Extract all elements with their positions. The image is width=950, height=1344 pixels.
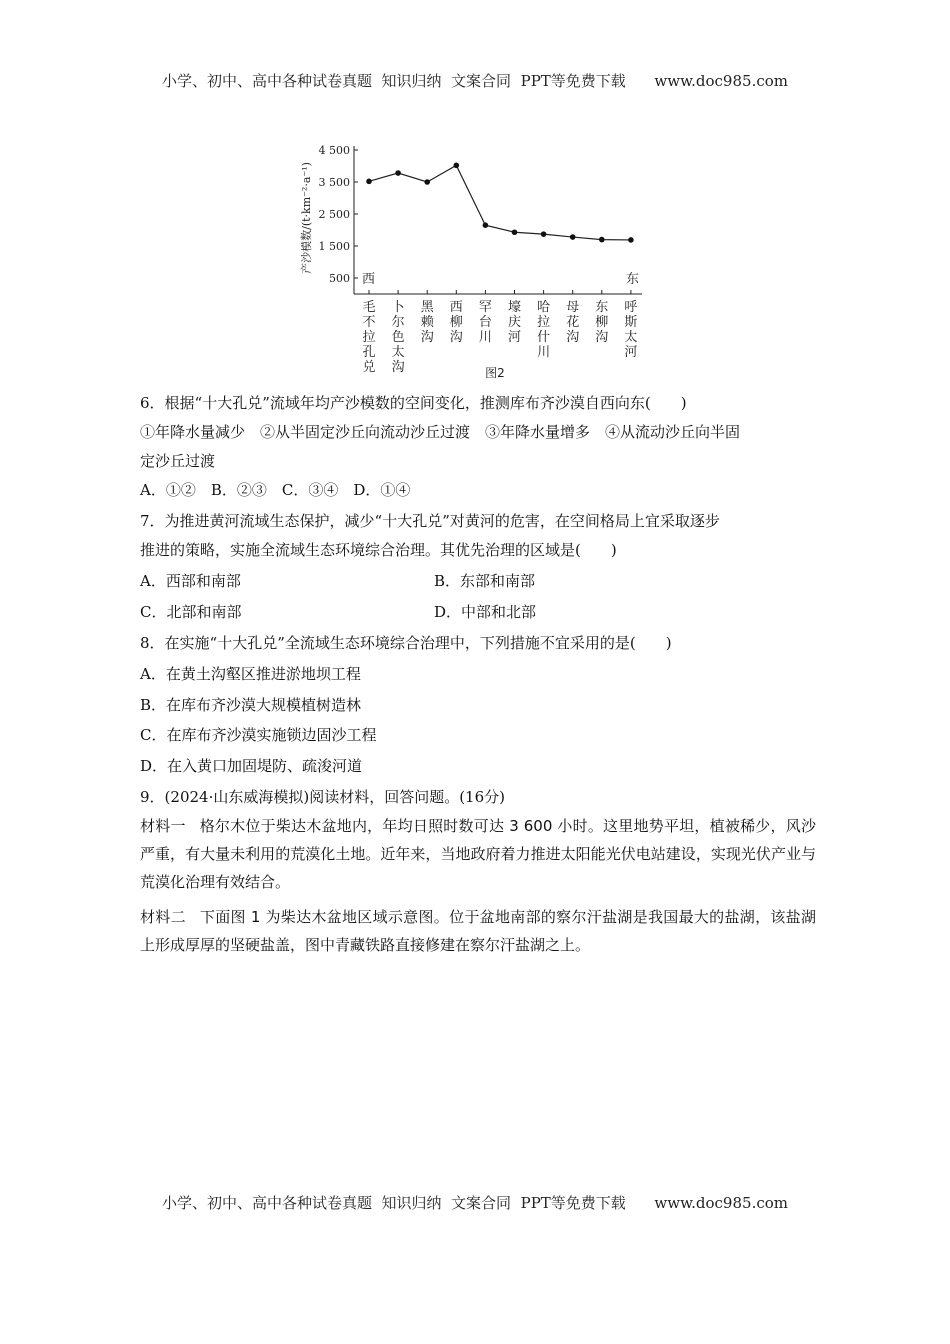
question-8-option-a: A．在黄土沟壑区推进淤地坝工程: [140, 665, 361, 683]
data-point: [570, 234, 576, 240]
page-footer: 小学、初中、高中各种试卷真题 知识归纳 文案合同 PPT等免费下载 www.doc985.com: [161, 1194, 788, 1212]
x-tick-label: 西柳沟: [449, 300, 463, 345]
question-9-stem: 9．(2024·山东威海模拟)阅读材料，回答问题。(16分): [140, 788, 505, 806]
x-tick-label: 毛不拉孔兑: [362, 300, 376, 375]
material-2-label: 材料二: [140, 908, 186, 926]
material-1-text: 格尔木位于柴达木盆地内，年均日照时数可达 3 600 小时。这里地势平坦，植被稀少，风沙严重，有大量未利用的荒漠化土地。近年来，当地政府着力推进太阳能光伏电站建设，实现光伏产业与荒漠化治理有效结合。: [140, 817, 816, 891]
question-7-stem-line1: 7．为推进黄河流域生态保护，减少“十大孔兑”对黄河的危害，在空间格局上宜采取逐步: [140, 512, 720, 530]
y-tick-label: 4 500: [318, 144, 350, 157]
y-tick-label: 3 500: [318, 176, 350, 189]
data-point: [424, 179, 430, 185]
question-7-option-b: B．东部和南部: [434, 572, 536, 590]
figure-caption: 图2: [485, 366, 505, 380]
data-point: [483, 222, 489, 228]
data-point: [395, 170, 401, 176]
question-7-option-a: A．西部和南部: [140, 572, 241, 590]
material-1: [140, 812, 816, 896]
x-tick-label: 东柳沟: [595, 300, 609, 345]
material-2: [140, 903, 816, 959]
y-axis-label: 产沙模数/(t·km⁻²·a⁻¹): [300, 162, 313, 274]
x-tick-label: 呼斯太河: [624, 300, 638, 360]
y-tick-label: 1 500: [318, 240, 350, 253]
data-point: [512, 229, 518, 235]
x-tick-label: 罕台川: [478, 300, 492, 345]
material-2-text: 下面图 1 为柴达木盆地区域示意图。位于盆地南部的察尔汗盐湖是我国最大的盐湖，该盐湖上形成厚厚的坚硬盐盖，图中青藏铁路直接修建在察尔汗盐湖之上。: [140, 908, 816, 954]
x-tick-label: 哈拉什川: [537, 300, 551, 360]
west-label: 西: [362, 272, 376, 287]
question-8-option-c: C．在库布齐沙漠实施锁边固沙工程: [140, 726, 377, 744]
question-8-option-d: D．在入黄口加固堤防、疏浚河道: [140, 757, 363, 775]
data-point: [599, 237, 605, 243]
x-tick-label: 黑赖沟: [420, 300, 434, 345]
y-tick-label: 2 500: [318, 208, 350, 221]
x-tick-label: 壕庆河: [507, 300, 522, 345]
page-header: 小学、初中、高中各种试卷真题 知识归纳 文案合同 PPT等免费下载 www.doc985.com: [161, 72, 788, 90]
question-7-stem-line2: 推进的策略，实施全流域生态环境综合治理。其优先治理的区域是( ): [140, 541, 617, 559]
question-6-items-line2: 定沙丘过渡: [140, 452, 216, 470]
data-point: [628, 237, 634, 243]
x-tick-label: 母花沟: [566, 300, 580, 345]
sediment-modulus-chart: [290, 138, 660, 388]
series-line: [369, 165, 631, 240]
question-8-stem: 8．在实施“十大孔兑”全流域生态环境综合治理中，下列措施不宜采用的是( ): [140, 634, 672, 652]
question-6-stem: 6．根据“十大孔兑”流域年均产沙模数的空间变化，推测库布齐沙漠自西向东( ): [140, 394, 687, 412]
question-7-option-c: C．北部和南部: [140, 603, 242, 621]
x-tick-label: 卜尔色太沟: [391, 300, 405, 375]
question-8-option-b: B．在库布齐沙漠大规模植树造林: [140, 696, 362, 714]
east-label: 东: [626, 272, 640, 287]
question-6-options: A．①② B．②③ C．③④ D．①④: [140, 481, 411, 499]
data-point: [454, 163, 460, 169]
question-7-option-d: D．中部和北部: [434, 603, 537, 621]
data-point: [366, 179, 372, 185]
question-6-items-line1: ①年降水量减少 ②从半固定沙丘向流动沙丘过渡 ③年降水量增多 ④从流动沙丘向半固: [140, 423, 741, 441]
y-tick-label: 500: [329, 272, 350, 285]
material-1-label: 材料一: [140, 817, 186, 835]
data-point: [541, 231, 547, 237]
